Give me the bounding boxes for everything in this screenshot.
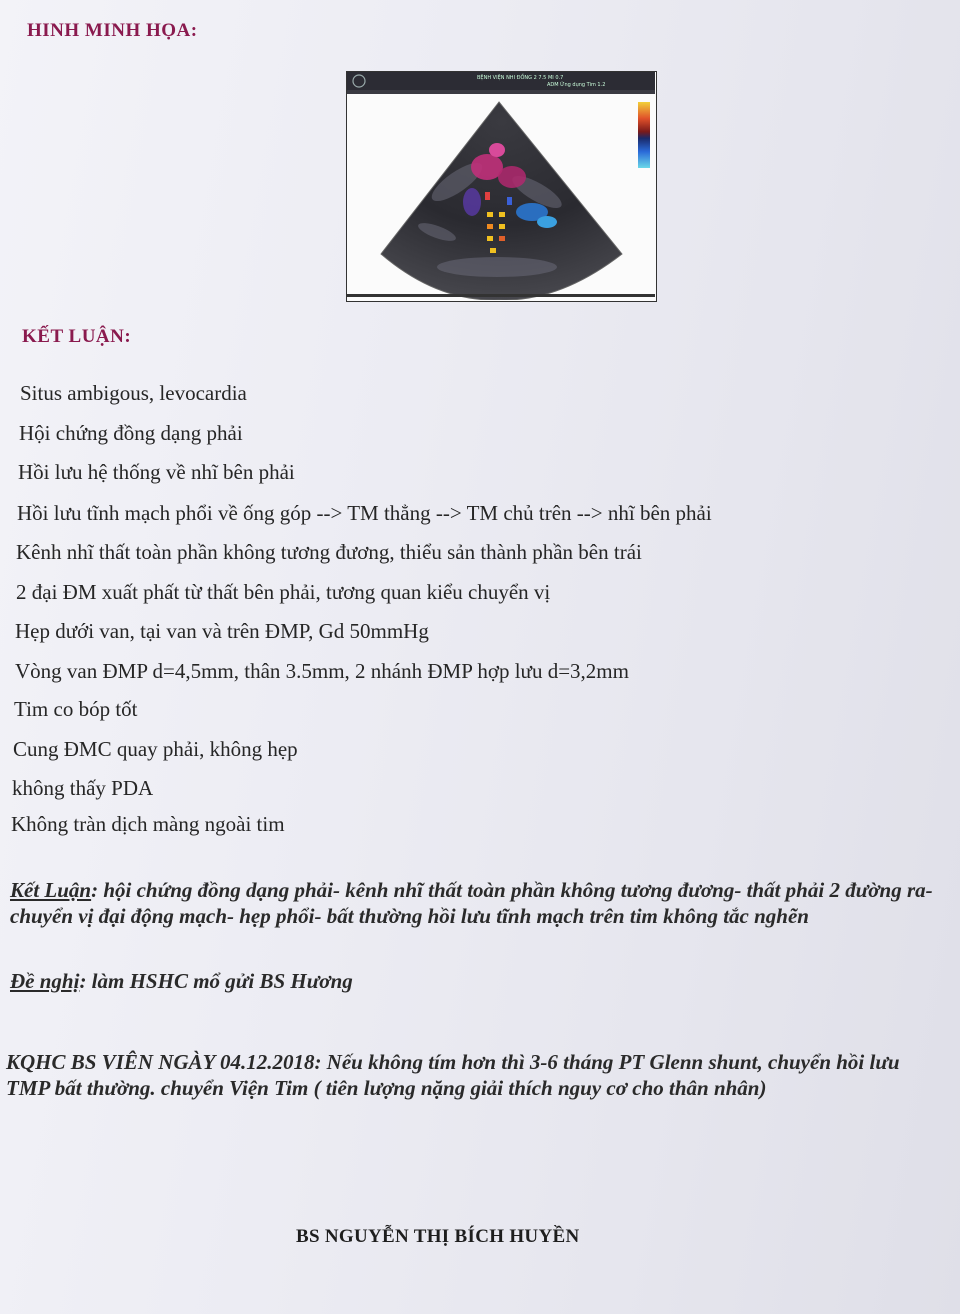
finding-item: Kênh nhĩ thất toàn phần không tương đương, thiểu sản thành phần bên trái	[16, 540, 642, 564]
finding-item: Tim co bóp tốt	[14, 697, 138, 721]
finding-item: không thấy PDA	[12, 776, 154, 800]
summary-text: : hội chứng đồng dạng phải- kênh nhĩ thất toàn phần không tương đương- thất phải 2 đường ra- chuyển vị đại động mạch- hẹp phổi- bất thường hồi lưu tĩnh mạch trên tim không tắc nghẽn	[10, 878, 933, 928]
ultrasound-header-2: ADM Ứng dụng Tim 1.2	[547, 82, 606, 88]
finding-item: Hẹp dưới van, tại van và trên ĐMP, Gd 50mmHg	[15, 619, 429, 643]
summary-label: Kết Luận	[10, 878, 92, 902]
finding-item: Situs ambigous, levocardia	[20, 381, 247, 405]
conclusion-heading: KẾT LUẬN:	[22, 326, 132, 347]
recommendation	[10, 968, 940, 994]
kqhc-note: KQHC BS VIÊN NGÀY 04.12.2018: Nếu không tím hơn thì 3-6 tháng PT Glenn shunt, chuyển hồi lưu TMP bất thường. chuyển Viện Tim ( tiên lượng nặng giải thích nguy cơ cho thân nhân)	[6, 1050, 900, 1100]
color-scale-bar	[638, 102, 650, 168]
illustration-heading: HINH MINH HỌA:	[27, 20, 198, 41]
ultrasound-header-1: BỆNH VIỆN NHI ĐỒNG 2 7.5 MI 0.7	[477, 75, 564, 81]
finding-item: Hội chứng đồng dạng phải	[19, 421, 243, 445]
finding-item: Cung ĐMC quay phải, không hẹp	[13, 737, 298, 761]
finding-item: Hồi lưu tĩnh mạch phổi về ống góp --> TM thẳng --> TM chủ trên --> nhĩ bên phải	[17, 501, 712, 525]
finding-item: Vòng van ĐMP d=4,5mm, thân 3.5mm, 2 nhánh ĐMP hợp lưu d=3,2mm	[15, 659, 629, 683]
finding-item: Hồi lưu hệ thống về nhĩ bên phải	[18, 460, 295, 484]
recommendation-label: Đề nghị	[10, 969, 80, 993]
finding-item: Không tràn dịch màng ngoài tim	[11, 812, 285, 836]
signature: BS NGUYỄN THỊ BÍCH HUYỀN	[296, 1226, 580, 1247]
recommendation-text: : làm HSHC mổ gửi BS Hương	[79, 969, 353, 993]
finding-item: 2 đại ĐM xuất phất từ thất bên phải, tương quan kiểu chuyển vị	[16, 580, 551, 604]
ultrasound-image	[346, 71, 657, 302]
summary-conclusion	[10, 877, 940, 929]
